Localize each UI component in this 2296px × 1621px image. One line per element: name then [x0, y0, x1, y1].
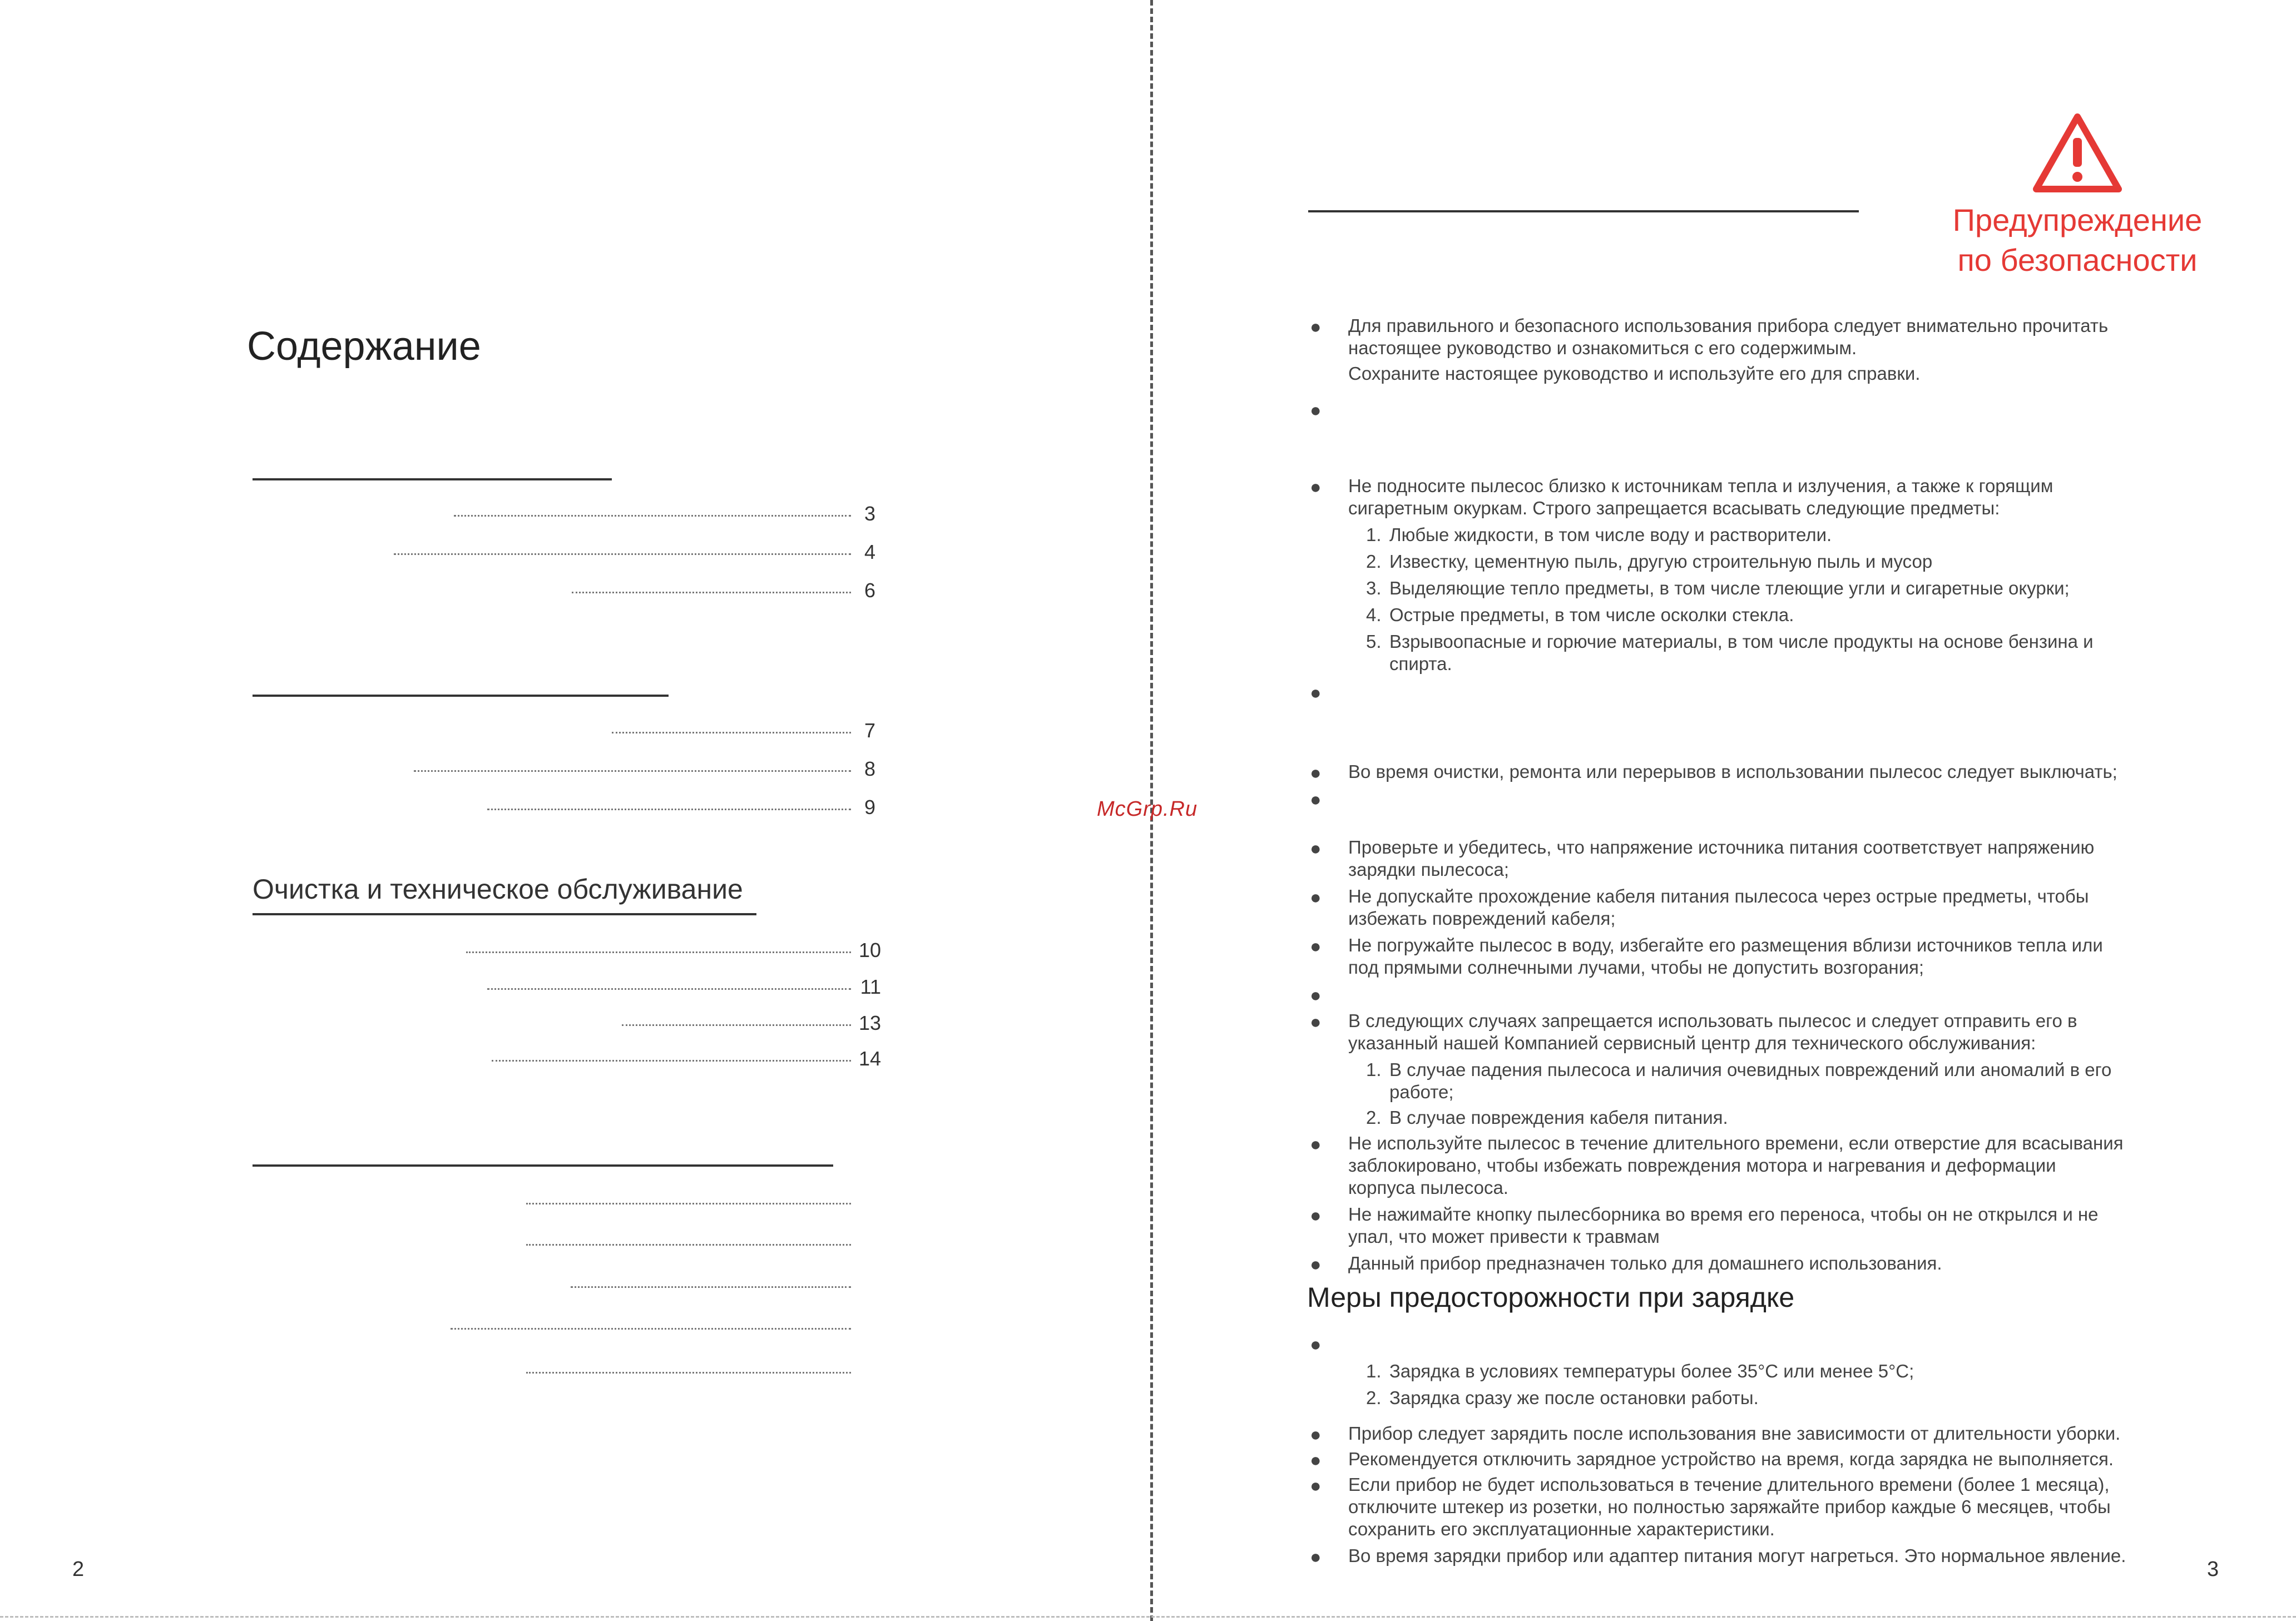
- warning-triangle-icon: [2032, 111, 2123, 195]
- toc-section-1-line: [253, 478, 612, 480]
- toc-dots-1: [454, 515, 851, 517]
- item-number: 5.: [1366, 631, 1382, 652]
- toc-title: Содержание: [247, 324, 481, 369]
- item-text: Зарядка в условиях температуры более 35°C или менее 5°C;: [1389, 1361, 1914, 1381]
- text-line: Данный прибор предназначен только для домашнего использования.: [1348, 1253, 1942, 1273]
- safety-warning-title: [1924, 200, 2230, 280]
- toc-dots-5: [414, 770, 851, 772]
- item-text: Любые жидкости, в том числе воду и растворители.: [1389, 524, 1832, 545]
- text-line: Не допускайте прохождение кабеля питания пылесоса через острые предметы, чтобы: [1348, 886, 2089, 906]
- item-text: Острые предметы, в том числе осколки стекла.: [1389, 604, 1794, 625]
- toc-page-number: 11: [860, 975, 881, 998]
- item-text: Взрывоопасные и горючие материалы, в том числе продукты на основе бензина и: [1389, 631, 2094, 652]
- numbered-item: [1366, 1360, 2211, 1382]
- watermark: McGrp.Ru: [1097, 797, 1198, 821]
- numbered-item: [1366, 551, 2211, 573]
- bottom-edge-line: [0, 1616, 2296, 1618]
- numbered-item: [1366, 653, 2211, 675]
- item-text: В случае повреждения кабеля питания.: [1389, 1107, 1728, 1128]
- toc-dots-15: [526, 1372, 851, 1374]
- header-rule: [1308, 210, 1859, 212]
- numbered-item: [1366, 577, 2211, 599]
- toc-dots-9: [622, 1024, 851, 1026]
- text-line: Проверьте и убедитесь, что напряжение источника питания соответствует напряжению: [1348, 837, 2095, 857]
- text-line: сигаретным окуркам. Строго запрещается всасывать следующие предметы:: [1348, 498, 2000, 518]
- item-number: 2.: [1366, 551, 1382, 572]
- page-number-left: 2: [72, 1558, 85, 1581]
- warning-title-line: Предупреждение: [1952, 202, 2203, 237]
- toc-page-number: 3: [864, 502, 875, 525]
- text-line: Рекомендуется отключить зарядное устройство на время, когда зарядка не выполняется.: [1348, 1449, 2114, 1469]
- text-line: Прибор следует зарядить после использования вне зависимости от длительности уборки.: [1348, 1423, 2121, 1444]
- text-line: Во время зарядки прибор или адаптер питания могут нагреться. Это нормальное явление.: [1348, 1545, 2126, 1566]
- text-line: упал, что может привести к травмам: [1348, 1226, 1660, 1247]
- toc-dots-13: [571, 1286, 851, 1288]
- text-line: Если прибор не будет использоваться в течение длительного времени (более 1 месяца),: [1348, 1474, 2110, 1495]
- text-line: отключите штекер из розетки, но полностью заряжайте прибор каждые 6 месяцев, чтобы: [1348, 1496, 2111, 1517]
- text-line: Сохраните настоящее руководство и используйте его для справки.: [1348, 363, 1921, 384]
- text-line: Не используйте пылесос в течение длительного времени, если отверстие для всасывания: [1348, 1133, 2124, 1153]
- text-line: корпуса пылесоса.: [1348, 1177, 1508, 1198]
- toc-page-number: 7: [864, 719, 875, 742]
- numbered-item: [1366, 604, 2211, 626]
- text-line: избежать повреждений кабеля;: [1348, 908, 1616, 929]
- toc-dots-11: [526, 1203, 851, 1204]
- item-text: работе;: [1389, 1082, 1454, 1102]
- text-line: настоящее руководство и ознакомиться с его содержимым.: [1348, 338, 1857, 358]
- toc-section-2-line: [253, 695, 669, 697]
- toc-dots-14: [451, 1328, 851, 1330]
- charging-precautions-title: Меры предосторожности при зарядке: [1307, 1282, 1795, 1313]
- text-line: Не нажимайте кнопку пылесборника во время его переноса, чтобы он не открылся и не: [1348, 1204, 2099, 1225]
- toc-section-3-title: Очистка и техническое обслуживание: [253, 874, 743, 905]
- toc-section-4-line: [253, 1164, 833, 1167]
- toc-dots-2: [394, 553, 851, 555]
- text-line: зарядки пылесоса;: [1348, 859, 1510, 880]
- text-line: сохранить его эксплуатационные характеристики.: [1348, 1519, 1775, 1539]
- toc-page-number: 6: [864, 579, 875, 602]
- toc-dots-7: [466, 951, 851, 953]
- text-line: Для правильного и безопасного использования прибора следует внимательно прочитать: [1348, 315, 2109, 336]
- item-number: 3.: [1366, 578, 1382, 598]
- text-line: Не подносите пылесос близко к источникам тепла и излучения, а также к горящим: [1348, 475, 2053, 496]
- item-text: Выделяющие тепло предметы, в том числе тлеющие угли и сигаретные окурки;: [1389, 578, 2070, 598]
- item-text: Известку, цементную пыль, другую строительную пыль и мусор: [1389, 551, 1933, 572]
- numbered-item: [1366, 631, 2211, 653]
- item-number: 1.: [1366, 1059, 1382, 1080]
- toc-dots-4: [612, 732, 851, 733]
- text-line: Во время очистки, ремонта или перерывов в использовании пылесос следует выключать;: [1348, 761, 2117, 782]
- text-line: заблокировано, чтобы избежать повреждения мотора и нагревания и деформации: [1348, 1155, 2056, 1176]
- numbered-item: [1366, 524, 2211, 546]
- numbered-item: [1366, 1059, 2211, 1081]
- page-number-right: 3: [2207, 1558, 2219, 1581]
- toc-dots-12: [526, 1244, 851, 1246]
- toc-section-3-underline: [253, 913, 756, 915]
- item-number: 4.: [1366, 604, 1382, 625]
- text-line: Не погружайте пылесос в воду, избегайте его размещения вблизи источников тепла или: [1348, 935, 2103, 955]
- text-line: под прямыми солнечными лучами, чтобы не допустить возгорания;: [1348, 957, 1924, 978]
- item-number: 1.: [1366, 524, 1382, 545]
- toc-dots-10: [492, 1060, 851, 1062]
- toc-page-number: 8: [864, 757, 875, 780]
- text-line: указанный нашей Компанией сервисный центр для технического обслуживания:: [1348, 1033, 2036, 1053]
- item-text: В случае падения пылесоса и наличия очевидных повреждений или аномалий в его: [1389, 1059, 2112, 1080]
- toc-dots-8: [487, 988, 851, 990]
- toc-page-number: 14: [858, 1047, 881, 1070]
- toc-page-number: 10: [858, 939, 881, 961]
- item-text: Зарядка сразу же после остановки работы.: [1389, 1387, 1759, 1408]
- toc-page-number: 9: [864, 796, 875, 819]
- item-number: 2.: [1366, 1387, 1382, 1408]
- toc-page-number: 13: [858, 1012, 881, 1034]
- text-line: В следующих случаях запрещается использовать пылесос и следует отправить его в: [1348, 1010, 2077, 1031]
- warning-title-line: по безопасности: [1957, 242, 2198, 277]
- toc-page-number: 4: [864, 541, 875, 563]
- numbered-item: [1366, 1081, 2211, 1103]
- item-text: спирта.: [1389, 653, 1452, 674]
- item-number: 2.: [1366, 1107, 1382, 1128]
- item-number: 1.: [1366, 1361, 1382, 1381]
- numbered-item: [1366, 1107, 2211, 1129]
- toc-dots-6: [487, 809, 851, 810]
- numbered-item: [1366, 1387, 2211, 1409]
- toc-dots-3: [572, 592, 851, 593]
